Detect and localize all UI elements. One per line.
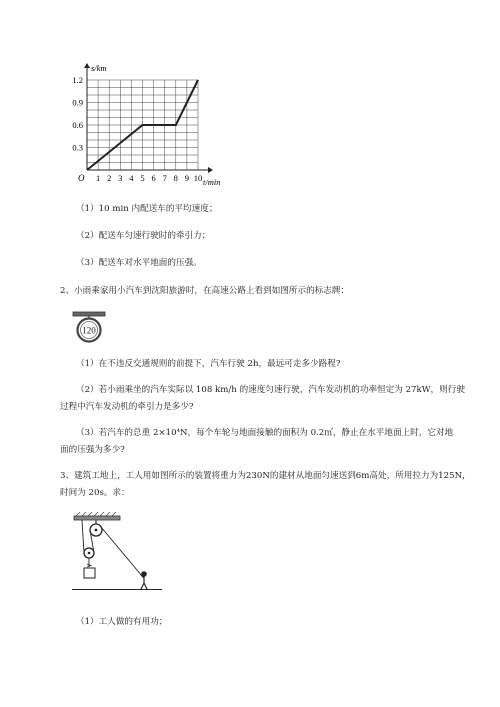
q1-part3: （3）配送车对水平地面的压强。 (76, 258, 202, 268)
x-tick-label: 10 (193, 173, 203, 183)
y-tick-label: 0.6 (72, 120, 83, 130)
y-tick-label: 0.3 (72, 142, 83, 153)
x-tick-label: 9 (184, 173, 190, 183)
q2-part2-line1: （2）若小雨乘坐的汽车实际以 108 km/h 的速度匀速行驶，汽车发动机的功率恒定为 27kW，则行驶 (76, 385, 465, 395)
y-tick-label: 0.9 (72, 97, 83, 108)
y-axis-label: s/km (91, 63, 107, 73)
worker-figure (141, 572, 147, 589)
q2-part3-line2: 面的压强为多少? (60, 445, 125, 455)
distance-time-chart (70, 58, 240, 190)
pulley-diagram (72, 512, 162, 590)
q3-stem-line2: 时间为 20s。求： (60, 488, 130, 498)
x-tick-label: 5 (140, 173, 145, 183)
x-tick-label: 4 (129, 173, 134, 183)
sign-speed-value: 120 (82, 325, 96, 336)
x-tick-label: 3 (118, 173, 123, 183)
x-axis-arrow (208, 167, 213, 173)
x-axis-label: t/min (203, 177, 221, 187)
x-tick-label: 1 (95, 173, 101, 183)
q2-stem: 2、小雨乘家用小汽车到沈阳旅游时，在高速公路上看到如图所示的标志牌： (60, 286, 350, 296)
origin-label: O (78, 173, 85, 183)
load-block (84, 568, 95, 578)
x-tick-label: 6 (151, 173, 156, 183)
x-tick-label: 7 (162, 173, 167, 183)
q1-part1: （1）10 min 内配送车的平均速度； (76, 204, 218, 214)
q3-part1: （1）工人做的有用功； (76, 617, 168, 627)
speed-limit-sign (72, 311, 106, 344)
x-tick-label: 2 (107, 173, 112, 183)
ceiling-beam (74, 516, 120, 520)
q1-part2: （2）配送车匀速行驶时的牵引力； (76, 231, 211, 241)
q3-stem-line1: 3、建筑工地上，工人用如图所示的装置将重力为230N的建材从地面匀速送到6m高处，所用拉力为125N， (60, 471, 471, 481)
x-tick-label: 8 (173, 173, 178, 183)
q2-part1: （1）在不违反交通规则的前提下，汽车行驶 2h，最远可走多少路程? (76, 359, 341, 369)
q2-part2-line2: 过程中汽车发动机的牵引力是多少? (60, 402, 194, 412)
y-axis-arrow (84, 63, 90, 68)
q2-part3-line1: （3）若汽车的总重 2×10⁴N，每个车轮与地面接触的面积为 0.2㎡，静止在水平地面上时，它对地 (76, 428, 454, 438)
y-tick-label: 1.2 (72, 75, 83, 85)
